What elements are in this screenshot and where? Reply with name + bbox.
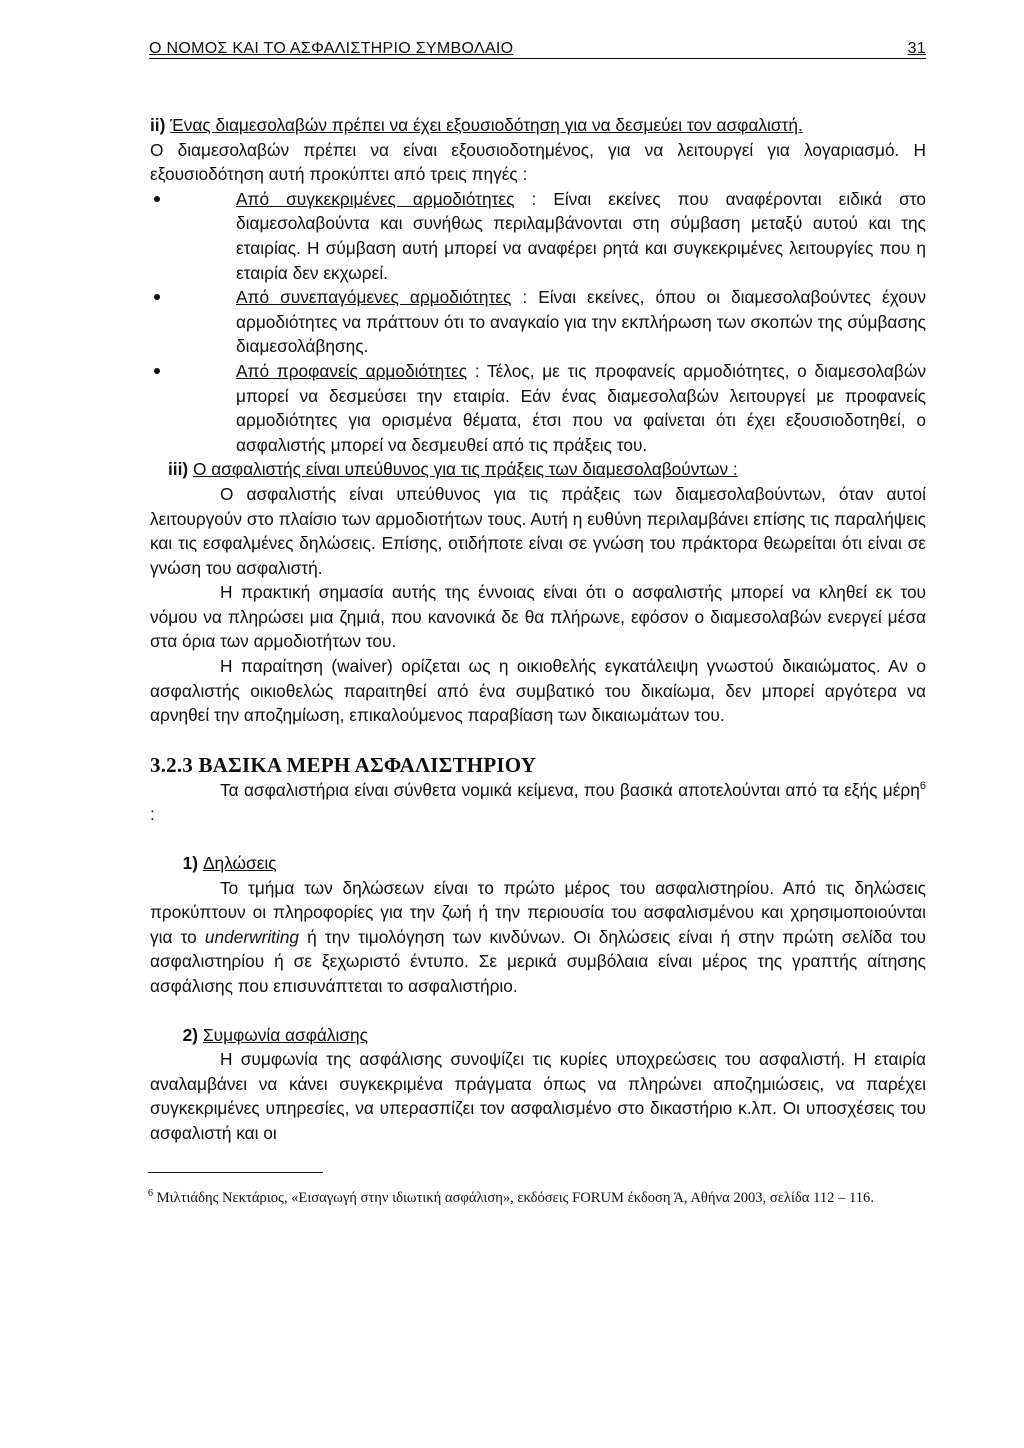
paragraph [150, 876, 926, 999]
section-iii-heading [150, 457, 926, 482]
authority-list [150, 187, 926, 458]
section-iii-label: iii) [168, 459, 189, 480]
bullet-text: : Τέλος, με τις προφανείς αρμοδιότητες, ο διαμεσολαβών μπορεί να δεσμεύσει την εταιρία. Εάν ένας διαμεσολαβών λειτουργεί με προφανείς αρμοδιότητες για ορισμένα θέματα, έτσι που να φαίνεται ότι έχει εξουσιοδοτηθεί, ο ασφαλιστής μπορεί να δεσμευθεί από τις πράξεις του. [236, 360, 926, 455]
bullet-term: Από προφανείς αρμοδιότητες [236, 360, 468, 381]
paragraph: Η παραίτηση (waiver) ορίζεται ως η οικιοθελής εγκατάλειψη γνωστού δικαιώματος. Αν ο ασφαλιστής οικιοθελώς παραιτηθεί από ένα συμβατικό του δικαίωμα, δεν μπορεί αργότερα να αρνηθεί την αποζημίωση, επικαλούμενος παραβίαση των δικαιωμάτων του. [150, 656, 926, 726]
bullet-text: : Είναι εκείνες που αναφέρονται ειδικά στο διαμεσολαβούντα και συνήθως περιλαμβάνονται στη σύμβαση μεταξύ αυτού και της εταιρίας. Η σύμβαση αυτή μπορεί να αναφέρει ρητά και συγκεκριμένες λειτουργίες που η εταιρία δεν εκχωρεί. [236, 188, 927, 283]
bullet-icon [154, 368, 160, 374]
part-1-text-rest: ή την τιμολόγηση των κινδύνων. Οι δηλώσεις είναι ή στην πρώτη σελίδα του ασφαλιστηρίου ή σε ξεχωριστό έντυπο. Σε μερικά συμβόλαια είναι μέρος της γραπτής αίτησης ασφάλισης που επισυνάπτεται το ασφαλιστήριο. [150, 926, 926, 996]
part-2-title: Συμφωνία ασφάλισης [203, 1024, 368, 1045]
section-323-intro [150, 778, 926, 827]
bullet-icon [154, 294, 160, 300]
intro-text: Τα ασφαλιστήρια είναι σύνθετα νομικά κείμενα, που βασικά αποτελούνται από τα εξής μέρη [220, 779, 920, 800]
running-header [149, 40, 926, 59]
part-1-heading [150, 851, 926, 876]
section-ii-label: ii) [150, 115, 166, 135]
part-1-term: underwriting [204, 926, 300, 947]
page-number: 31 [907, 40, 926, 57]
intro-colon: : [150, 804, 155, 825]
section-ii [150, 113, 926, 457]
paragraph: Ο ασφαλιστής είναι υπεύθυνος για τις πράξεις των διαμεσολαβούντων, όταν αυτοί λειτουργούν στο πλαίσιο των αρμοδιοτήτων τους. Αυτή η ευθύνη περιλαμβάνει επίσης τις παραλήψεις και τις εσφαλμένες δηλώσεις. Επίσης, οτιδήποτε είναι σε γνώση του πράκτορα θεωρείται ότι είναι σε γνώση του ασφαλιστή. [150, 483, 926, 578]
section-ii-title: Ένας διαμεσολαβών πρέπει να έχει εξουσιοδότηση για να δεσμεύει τον ασφαλιστή. [170, 115, 803, 135]
part-2 [150, 1023, 926, 1146]
section-ii-intro: Ο διαμεσολαβών πρέπει να είναι εξουσιοδοτημένος, για να λειτουργεί για λογαριασμό. Η εξουσιοδότηση αυτή προκύπτει από τρεις πηγές : [150, 139, 926, 185]
list-item [150, 187, 926, 285]
footnote-text: Μιλτιάδης Νεκτάριος, «Εισαγωγή στην ιδιωτική ασφάλιση», εκδόσεις FORUM έκδοση Ά, Αθήνα 2003, σελίδα 112 – 116. [153, 1189, 875, 1206]
list-item [150, 285, 926, 359]
paragraph: Η πρακτική σημασία αυτής της έννοιας είναι ότι ο ασφαλιστής μπορεί να κληθεί εκ του νόμου να πληρώσει μια ζημιά, που κανονικά δε θα πλήρωνε, εφόσον ο διαμεσολαβών ενεργεί μέσα στα όρια των αρμοδιοτήτων του. [150, 582, 926, 652]
header-title: Ο ΝΟΜΟΣ ΚΑΙ ΤΟ ΑΣΦΑΛΙΣΤΗΡΙΟ ΣΥΜΒΟΛΑΙΟ [149, 40, 514, 57]
bullet-text: : Είναι εκείνες, όπου οι διαμεσολαβούντες έχουν αρμοδιότητες να πράττουν ότι το αναγκαίο για την εκπλήρωση των σκοπών της σύμβασης διαμεσολάβησης. [236, 287, 927, 357]
part-2-heading [150, 1023, 926, 1048]
paragraph: Η συμφωνία της ασφάλισης συνοψίζει τις κυρίες υποχρεώσεις του ασφαλιστή. Η εταιρία αναλαμβάνει να κάνει συγκεκριμένα πράγματα όπως να πληρώνει αποζημιώσεις, να παρέχει συγκεκριμένες υπηρεσίες, να υπερασπίζει τον ασφαλισμένο στο δικαστήριο κ.λπ. Οι υποσχέσεις του ασφαλιστή και οι [150, 1049, 926, 1143]
part-2-number: 2) [182, 1024, 198, 1045]
paragraph [150, 778, 926, 827]
footnote-marker: 6 [148, 1187, 153, 1199]
part-1-title: Δηλώσεις [203, 853, 277, 874]
section-ii-heading [150, 113, 926, 138]
bullet-icon [154, 196, 160, 202]
footnote [148, 1187, 926, 1209]
bullet-term: Από συγκεκριμένες αρμοδιότητες [236, 188, 515, 209]
section-heading: 3.2.3 ΒΑΣΙΚΑ ΜΕΡΗ ΑΣΦΑΛΙΣΤΗΡΙΟΥ [150, 752, 537, 777]
section-iii [150, 457, 926, 728]
bullet-term: Από συνεπαγόμενες αρμοδιότητες [236, 287, 512, 308]
footnote-divider [148, 1172, 323, 1173]
list-item [150, 359, 926, 457]
part-1 [150, 851, 926, 999]
document-page [150, 40, 926, 1209]
section-iii-title: Ο ασφαλιστής είναι υπεύθυνος για τις πράξεις των διαμεσολαβούντων : [192, 459, 738, 480]
footnote-ref: 6 [919, 780, 926, 793]
part-1-text: Το τμήμα των δηλώσεων είναι το πρώτο μέρος του ασφαλιστηρίου. Από τις δηλώσεις προκύπτουν οι πληροφορίες για την ζωή ή την περιουσία του ασφαλισμένου και χρησιμοποιούνται για το [150, 877, 926, 947]
part-1-number: 1) [182, 853, 198, 874]
